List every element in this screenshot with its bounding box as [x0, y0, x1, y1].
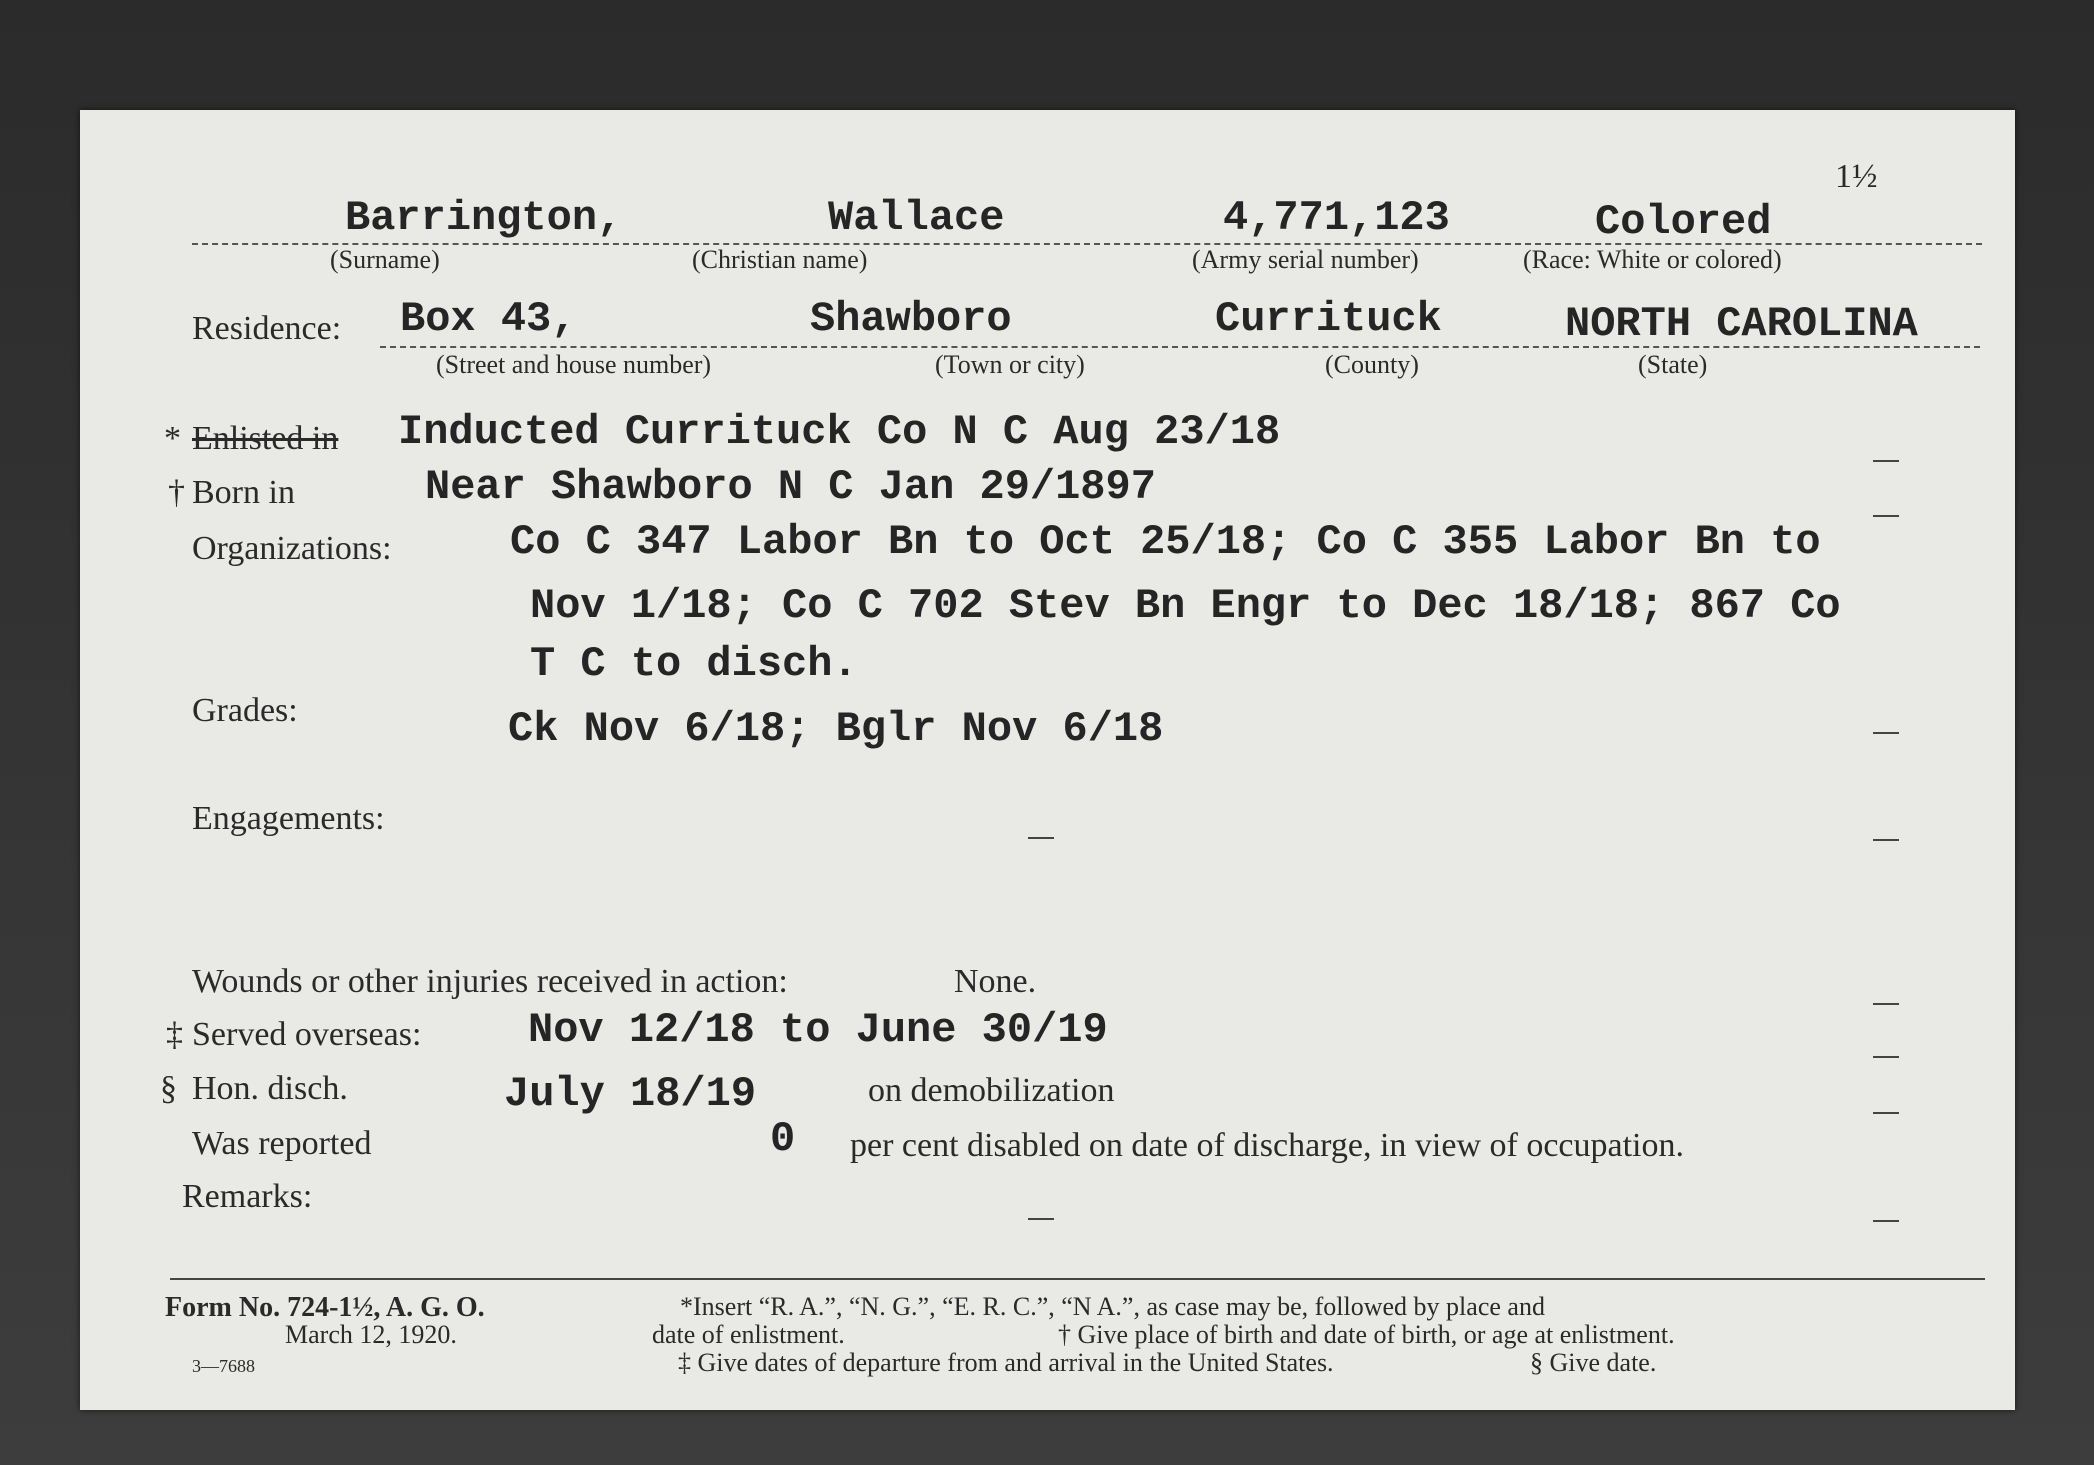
enlisted-value: Inducted Currituck Co N C Aug 23/18 [398, 408, 1281, 456]
footer-rule [170, 1278, 1985, 1280]
line-dash [1873, 460, 1899, 462]
race-caption: (Race: White or colored) [1523, 245, 1782, 274]
christian-name-value: Wallace [828, 194, 1005, 242]
town-caption: (Town or city) [935, 350, 1085, 379]
grades-label: Grades: [192, 692, 298, 729]
organizations-line-2: Nov 1/18; Co C 702 Stev Bn Engr to Dec 18/18; 867 Co [530, 582, 1841, 630]
organizations-line-1: Co C 347 Labor Bn to Oct 25/18; Co C 355 Labor Bn to [510, 518, 1821, 566]
county-caption: (County) [1325, 350, 1419, 379]
line-dash [1873, 839, 1899, 841]
discharge-value: July 18/19 [504, 1070, 757, 1118]
enlisted-mark: * [164, 420, 181, 457]
race-value: Colored [1595, 198, 1772, 246]
born-mark: † [168, 474, 185, 511]
residence-label: Residence: [192, 310, 342, 347]
serial-number-value: 4,771,123 [1223, 194, 1450, 242]
reported-suffix: per cent disabled on date of discharge, in view of occupation. [850, 1127, 1684, 1164]
reported-label: Was reported [192, 1125, 372, 1162]
residence-rule [380, 346, 1980, 348]
line-dash [1873, 1220, 1899, 1222]
overseas-mark: ‡ [166, 1016, 183, 1053]
overseas-label: Served overseas: [192, 1016, 422, 1053]
residence-street-value: Box 43, [400, 295, 577, 343]
born-value: Near Shawboro N C Jan 29/1897 [425, 463, 1156, 511]
line-dash [1028, 1218, 1054, 1220]
residence-state-value: NORTH CAROLINA [1565, 300, 1918, 348]
footnote-enlistment-cont: date of enlistment. [652, 1320, 845, 1349]
corner-number: 1½ [1835, 158, 1878, 195]
footnote-birth: † Give place of birth and date of birth, or age at enlistment. [1058, 1320, 1675, 1349]
remarks-label: Remarks: [182, 1178, 313, 1215]
wounds-value: None. [954, 963, 1037, 1000]
print-code: 3—7688 [192, 1356, 255, 1376]
line-dash [1873, 732, 1899, 734]
organizations-line-3: T C to disch. [530, 640, 858, 688]
grades-value: Ck Nov 6/18; Bglr Nov 6/18 [508, 705, 1164, 753]
street-caption: (Street and house number) [436, 350, 712, 379]
surname-caption: (Surname) [330, 245, 440, 274]
service-record-card [80, 110, 2015, 1410]
residence-county-value: Currituck [1215, 295, 1442, 343]
line-dash [1873, 1003, 1899, 1005]
footnote-overseas: ‡ Give dates of departure from and arrival in the United States. [678, 1348, 1334, 1377]
organizations-label: Organizations: [192, 530, 392, 567]
reported-value: 0 [770, 1115, 796, 1163]
footnote-discharge: § Give date. [1530, 1348, 1657, 1377]
discharge-label: Hon. disch. [192, 1070, 348, 1107]
residence-town-value: Shawboro [810, 295, 1012, 343]
line-dash [1028, 837, 1054, 839]
born-label: Born in [192, 474, 295, 511]
surname-value: Barrington, [345, 194, 623, 242]
engagements-label: Engagements: [192, 800, 385, 837]
line-dash [1873, 515, 1899, 517]
overseas-value: Nov 12/18 to June 30/19 [528, 1006, 1108, 1054]
line-dash [1873, 1056, 1899, 1058]
footnote-enlistment: *Insert “R. A.”, “N. G.”, “E. R. C.”, “N A.”, as case may be, followed by place and [680, 1292, 1545, 1321]
form-date: March 12, 1920. [285, 1320, 457, 1349]
discharge-suffix: on demobilization [868, 1072, 1115, 1109]
state-caption: (State) [1638, 350, 1708, 379]
serial-number-caption: (Army serial number) [1192, 245, 1419, 274]
discharge-mark: § [160, 1070, 177, 1107]
christian-name-caption: (Christian name) [692, 245, 868, 274]
wounds-label: Wounds or other injuries received in action: [192, 963, 788, 1000]
line-dash [1873, 1112, 1899, 1114]
form-number: Form No. 724-1½, A. G. O. [165, 1292, 485, 1323]
enlisted-label: Enlisted in [192, 420, 339, 457]
